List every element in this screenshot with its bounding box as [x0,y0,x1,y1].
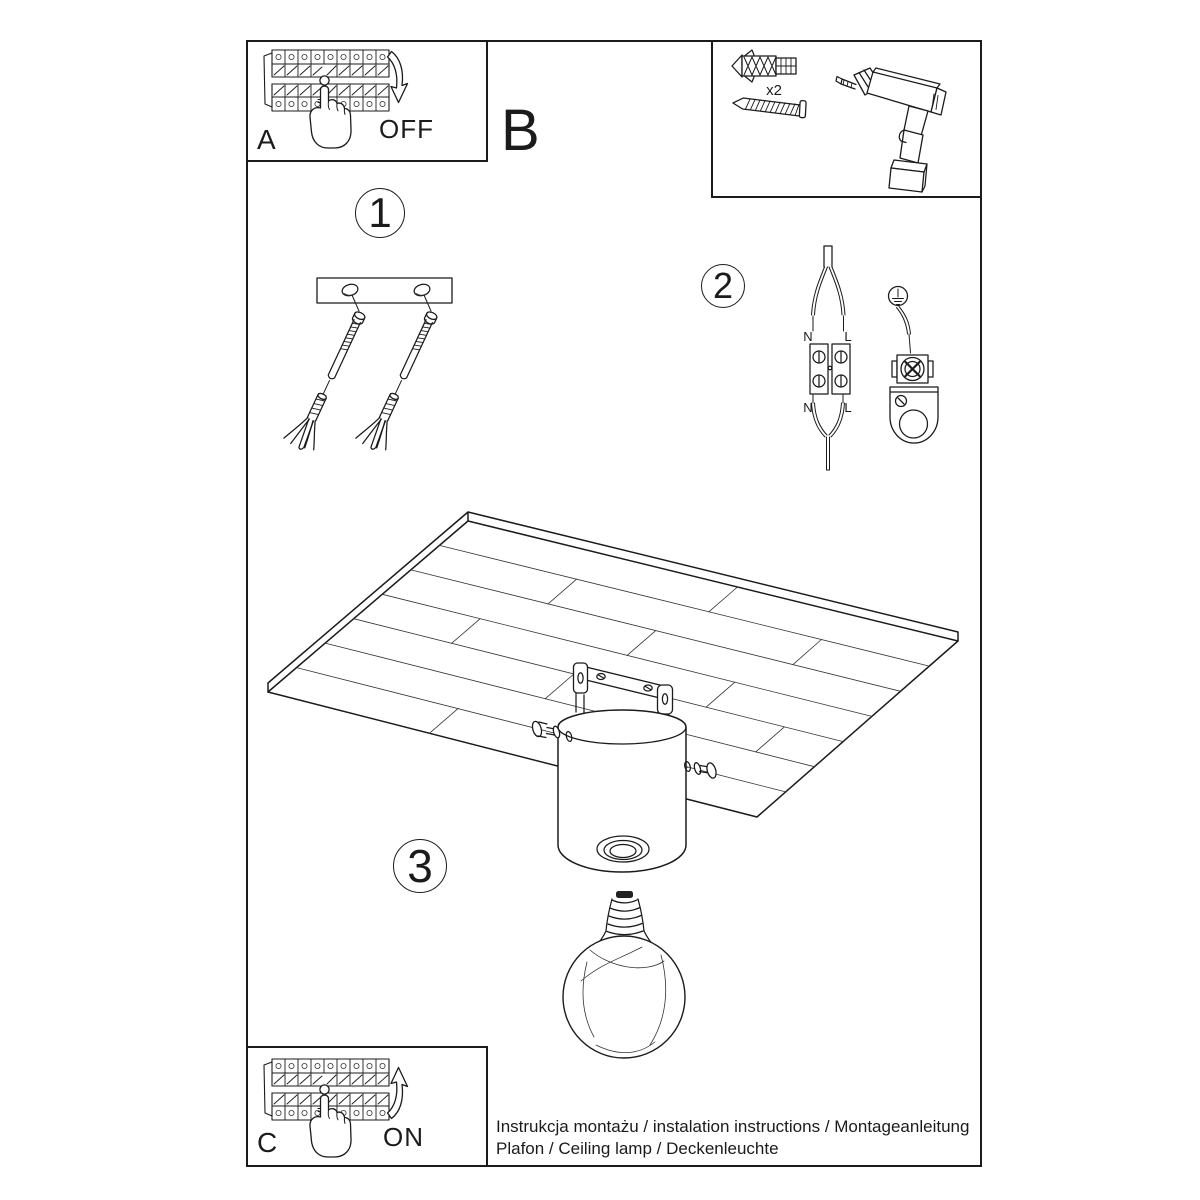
tools-illustration [713,42,980,196]
step-3-number: 3 [407,840,433,892]
main-assembly-illustration [250,500,990,1080]
step-c-state: ON [383,1122,424,1152]
footer-line-1: Instrukcja montażu / instalation instructions / Montageanleitung [496,1117,970,1136]
mounting-plate-icon [317,278,452,303]
step-b-label: B [501,98,540,163]
step-a-panel [246,40,488,162]
tools-panel [711,40,982,198]
wire-label-n-bottom: N [803,400,813,415]
side-screw-icon [684,761,718,779]
step-a-state: OFF [379,114,434,144]
anchor-quantity-label: x2 [766,82,782,99]
wire-label-n-top: N [803,329,813,344]
earth-ground-symbol-icon [889,287,908,306]
step-1-illustration [290,265,550,465]
step-1-badge [355,188,405,238]
ground-terminal-icon [890,307,938,444]
step-2-illustration [770,240,970,480]
footer-text [496,1116,969,1159]
mounting-bracket-icon [574,663,673,714]
wire-label-l-top: L [844,329,852,344]
step-a-label: A [257,124,276,155]
lamp-body-icon [558,710,686,872]
step-2-badge [701,264,745,308]
terminal-block-wiring-icon [810,246,850,470]
wire-label-l-bottom: L [844,400,852,415]
wall-anchor-icon [732,50,796,82]
breaker-panel-on-illustration [248,1048,486,1165]
arrow-up-icon [388,1068,408,1119]
arrow-down-icon [388,52,408,103]
screw-icon [732,97,806,118]
step-2-number: 2 [712,265,734,306]
light-bulb-icon [563,891,685,1058]
step-c-panel [246,1046,488,1167]
drill-icon [836,68,946,192]
breaker-panel-off-illustration [248,42,486,160]
step-c-label: C [257,1127,278,1158]
step-1-number: 1 [368,189,392,236]
footer-line-2: Plafon / Ceiling lamp / Deckenleuchte [496,1138,779,1158]
step-3-badge [393,839,447,893]
